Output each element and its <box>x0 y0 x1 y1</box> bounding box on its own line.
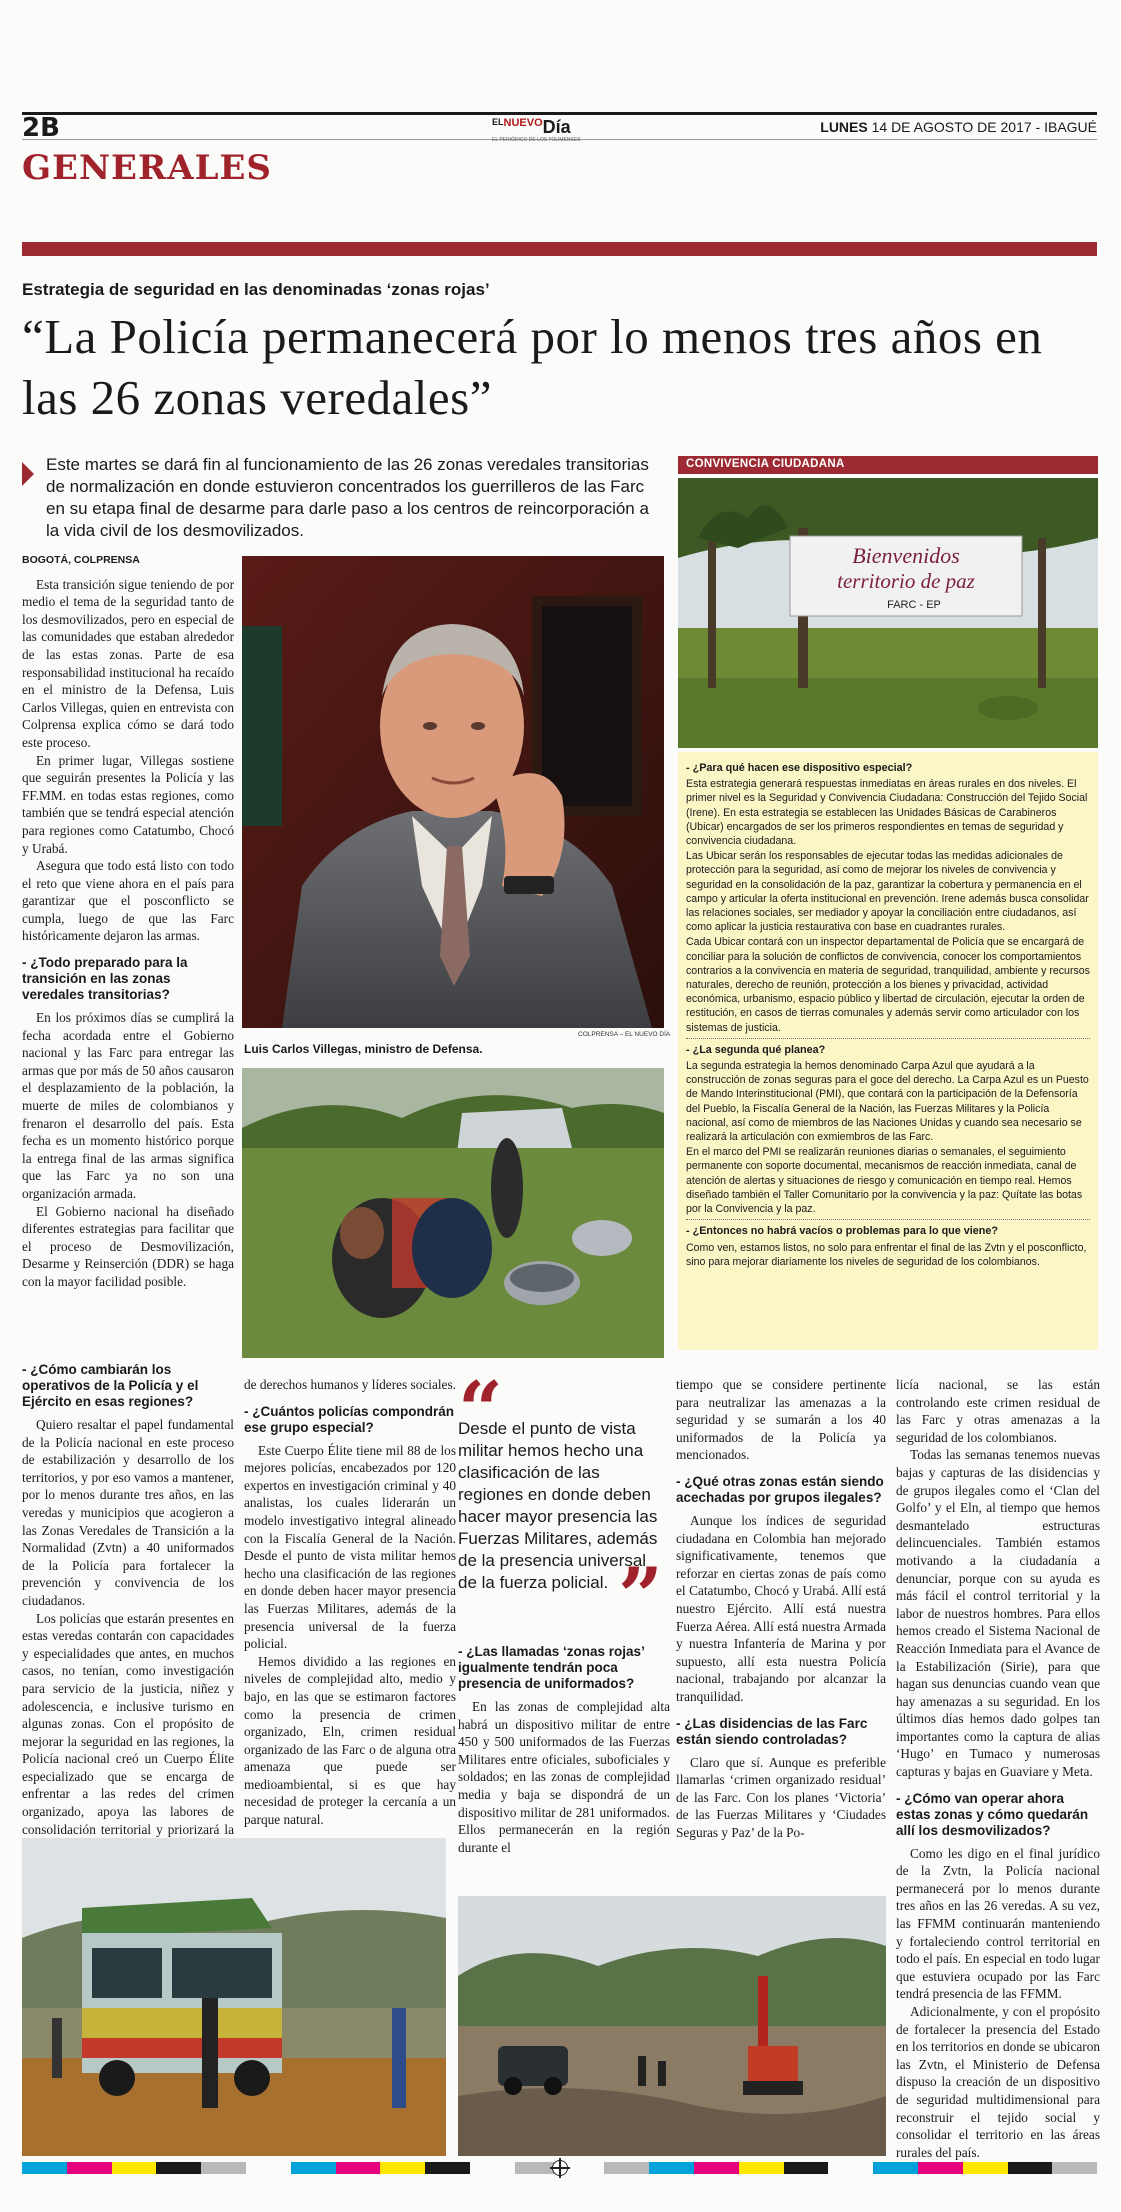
page-header <box>22 112 1097 143</box>
question: - ¿Cómo cambiarán los operativos de la Policía y el Ejército en esas regiones? <box>22 1362 199 1409</box>
sign-text-line3: FARC - EP <box>887 599 941 611</box>
sign-text-line2: territorio de paz <box>837 569 975 593</box>
question: - ¿Las disidencias de las Farc están siendo controladas? <box>676 1715 868 1747</box>
question: - ¿Todo preparado para la transición en las zonas veredales transitorias? <box>22 955 188 1003</box>
photo-credit: COLPRENSA – EL NUEVO DÍA <box>578 1031 671 1038</box>
sidebar-question: - ¿La segunda qué planea? <box>686 1038 1090 1057</box>
question: - ¿Qué otras zonas están siendo acechadas por grupos ilegales? <box>676 1473 884 1505</box>
article-kicker: Estrategia de seguridad en las denominadas ‘zonas rojas’ <box>22 280 490 299</box>
sidebar-question: - ¿Entonces no habrá vacíos o problemas para lo que viene? <box>686 1219 1090 1238</box>
page-number: 2B <box>22 113 60 143</box>
article-column-3 <box>458 1634 670 1892</box>
pull-quote: Desde el punto de vista militar hemos hecho una clasificación de las regiones en donde deben hacer mayor presencia las Fuerzas Militares, además de la presencia universal de la fuerza policial. <box>458 1419 658 1592</box>
paragraph: El Gobierno nacional ha diseñado diferentes estrategias para facilitar que el proceso de Desmovilización, Desarme y Reinserción (DDR) se haga con la mayor facilidad posible. <box>22 1203 234 1289</box>
byline: BOGOTÁ, COLPRENSA <box>22 554 140 566</box>
question: - ¿Cuántos policías compondrán ese grupo especial? <box>244 1403 455 1435</box>
paragraph: de derechos humanos y líderes sociales. <box>244 1377 456 1392</box>
sidebar-question: - ¿Para qué hacen ese dispositivo especial? <box>686 762 913 774</box>
paragraph: En las zonas de complejidad alta habrá un dispositivo militar de entre 450 y 500 uniformados de las Fuerzas Militares entre oficiales, suboficiales y soldados; en las zonas de complejidad media y baja se dispondrá de un dispositivo militar de 281 uniformados. Ellos permanecerán en la región durante el <box>458 1699 670 1855</box>
article-lede: Este martes se dará fin al funcionamiento de las 26 zonas veredales transitorias de normalización en donde estuvieron concentrados los guerrilleros de las Farc en su etapa final de desarme para darle paso a los centros de reincorporación a la vida civil de los desmovilizados. <box>46 455 649 540</box>
paragraph: Como les digo en el final jurídico de la Zvtn, la Policía nacional permanecerá por lo menos durante tres años en las 26 veredas. A su vez, las FFMM continuarán manteniendo y fortaleciendo control territorial en todo el país. En especial en todo lugar que estuviera ocupado por las Farc tendrá presencia de las FFMM. <box>896 1845 1100 2002</box>
masthead-logo: $^{ELNUEVO}$Día <box>492 117 571 137</box>
bus-photo <box>22 1838 446 2156</box>
paragraph: tiempo que se considere pertinente para neutralizar las amenazas a la seguridad y se sumarán a los 40 uniformados de la Policía ya mencionados. <box>676 1377 886 1463</box>
sign-text-line1: Bienvenidos <box>852 543 960 568</box>
paragraph: En los próximos días se cumplirá la fecha acordada entre el Gobierno nacional y las Farc para entregar las armas que por más de 50 años causaron el desplazamiento de la población, la muerte de miles de colombianos y frenaron el desarrollo del país. Esta fecha es un momento histórico porque la entrega final de las armas significa que las Farc ya no son una organización armada. <box>22 1010 234 1201</box>
peace-sign-photo <box>678 478 1098 748</box>
sidebar-box <box>678 752 1098 1350</box>
question: - ¿Cómo van operar ahora estas zonas y cómo quedarán allí los desmovilizados? <box>896 1790 1089 1838</box>
sidebar-paragraph: Cada Ubicar contará con un inspector departamental de Policía que se encargará de conciliar para la solución de conflictos de convivencia, conocer los comportamientos contrarios a la convivencia en materia de seguridad, tranquilidad, ambiente y recursos naturales, derecho de reunión, protección a los bienes y privacidad, actividad económica, urbanismo, espacio público y libertad de circulación, ejecutar la orden de restitución, en casos de tierras comunales y además servir como articulador con los sistemas de justicia. <box>686 936 1090 1034</box>
quote-close-icon: ” <box>618 1551 663 1642</box>
lede-arrow-icon <box>22 462 34 486</box>
article-column-1b <box>22 1352 234 1837</box>
article-column-4 <box>676 1376 886 1886</box>
sidebar-paragraph: Esta estrategia generará respuestas inmediatas en áreas rurales en dos niveles. El primer nivel es la Seguridad y Convivencia Ciudadana: Construcción del Tejido Social (Irene). En esta estrategia se establecen las Unidades Básicas de Carabineros (Ubicar) encargados de ser los primeros respondientes en temas de seguridad y convivencia ciudadana. <box>686 778 1088 848</box>
article-column-1 <box>22 552 234 1347</box>
paragraph: Claro que sí. Aunque es preferible llamarlas ‘crimen organizado residual’ de las Farc. Con los planes ‘Victoria’ de las Fuerzas Militares y ‘Ciudades Seguras y Paz’ de la Po- <box>676 1754 886 1840</box>
dateline: LUNES 14 DE AGOSTO DE 2017 - IBAGUÉ <box>820 119 1097 135</box>
paragraph: Asegura que todo está listo con todo el reto que viene ahora en el país para garantizar que el posconflicto se cumpla, luego de que las Farc históricamente dejaron las armas. <box>22 858 234 944</box>
construction-photo <box>458 1896 886 2156</box>
sidebar-paragraph: En el marco del PMI se realizarán reuniones diarias o semanales, el seguimiento permanente con soporte documental, mecanismos de reacción inmediata, canal de atención de alertas y situaciones de riesgo y comunicación en tiempo real. Hemos diseñado también el Taller Comunitario por la convivencia y la paz: Quítate las botas por la Convivencia y la paz. <box>686 1146 1083 1216</box>
article-column-5 <box>896 1376 1100 2191</box>
masthead-slogan: EL PERIÓDICO DE LOS TOLIMENSES <box>492 137 581 143</box>
paragraph: Esta transición sigue teniendo de por medio el tema de la seguridad tanto de los desmovilizados, pero en especial de las comunidades que estaban alrededor de las estas zonas. Parte de esa responsabilidad institucional ha recaído en el ministro de la Defensa, Luis Carlos Villegas, quien en entrevista con Colprensa explica cómo se dará todo este proceso. <box>22 576 234 750</box>
article-headline: “La Policía permanecerá por lo menos tres años en las 26 zonas veredales” <box>22 309 1043 425</box>
minister-photo <box>242 556 664 1028</box>
section-title: GENERALES <box>22 148 272 188</box>
paragraph: Aunque los índices de seguridad ciudadana en Colombia han mejorado significativamente, tenemos que reforzar en ciertas zonas de país como el Catatumbo, Chocó y Urabá. Allí está nuestro Ejército. Allí está nuestra Fuerza Aérea. Allí está nuestra Armada y nuestra Infantería de Marina y por supuesto, allí esta nuestra Policía nacional, trabajando por alcanzar la tranquilidad. <box>676 1512 886 1704</box>
camp-photo <box>242 1068 664 1358</box>
section-divider <box>22 242 1097 256</box>
article-column-2 <box>244 1376 456 1834</box>
sidebar-paragraph: Las Ubicar serán los responsables de ejecutar todas las medidas adicionales de protección para la seguridad, así como de mejorar los niveles de convivencia y seguridad en la consolidación de la paz, garantizar la cobertura y permanencia en el campo y articular la oferta institucional en prevención. Irene además busca consolidar las relaciones sociales, ser mediador y apoyar la conciliación entre ciudadanos, así como aplicar la justicia restaurativa con base en cuadrantes rurales. <box>686 850 1089 934</box>
quote-open-icon: “ <box>458 1365 503 1456</box>
paragraph: Quiero resaltar el papel fundamental de la Policía nacional en este proceso de estabilización y desarrollo de los territorios, y por eso vamos a mantener, por lo menos durante tres años, en las veredas y municipios que acogieron a las Zonas Veredales de Transición a la Normalidad (Zvtn) a 40 uniformados de la Policía para fortalecer la prevención y convivencia de los ciudadanos. <box>22 1417 234 1608</box>
sidebar-paragraph: Como ven, estamos listos, no solo para enfrentar el final de las Zvtn y el posconflicto, sino para mejorar diariamente los niveles de seguridad de los colombianos. <box>686 1241 1087 1268</box>
paragraph: Hemos dividido a las regiones en niveles de complejidad alto, medio y bajo, en las que se estimaron factores como la presencia de crimen organizado, Eln, crimen residual organizado de las Farc o de alguna otra amenaza que puede ser medioambiental, si es que hay necesidad de proteger la cercanía a un parque natural. <box>244 1653 456 1828</box>
photo-caption: Luis Carlos Villegas, ministro de Defensa. <box>244 1042 483 1056</box>
registration-mark-icon <box>552 2160 568 2176</box>
paragraph: Este Cuerpo Élite tiene mil 88 de los mejores policías, encabezados por 120 expertos en investigación criminal y 40 analistas, los cuales liderarán un modelo investigativo integral alineado con la Fiscalía General de la Nación. Desde el punto de vista militar hemos hecho una clasificación de las regiones en donde deben hacer mayor presencia las Fuerzas Militares, además de la presencia universal de la fuerza policial. <box>244 1442 456 1652</box>
question: - ¿Las llamadas ‘zonas rojas’ igualmente tendrán poca presencia de uniformados? <box>458 1644 645 1691</box>
sidebar-paragraph: La segunda estrategia la hemos denominado Carpa Azul que ayudará a la construcción de zonas seguras para el goce del derecho. La Carpa Azul es un Puesto de Mando Interinstitucional (PMI), que contará con la participación de la Defensoría del Pueblo, la Fiscalía General de la Nación, las Fuerzas Militares y la Policía nacional, así como de miembros de las Naciones Unidas y cuando sea necesario se realizará la articulación con exmiembros de las Farc. <box>686 1060 1089 1144</box>
paragraph: Adicionalmente, y con el propósito de fortalecer la presencia del Estado en los territorios en donde se ubicaron las Zvtn, el Ministerio de Defensa dispuso la creación de un dispositivo de seguridad multidimensional para reconstruir el tejido social y consolidar el territorio en las áreas rurales del país. <box>896 2004 1100 2160</box>
sidebar-title: CONVIVENCIA CIUDADANA <box>678 456 1098 474</box>
paragraph: En primer lugar, Villegas sostiene que seguirán presentes la Policía y las FF.MM. en todas estas regiones, como también que se tendrá especial atención para regiones como Catatumbo, Chocó y Urabá. <box>22 752 234 856</box>
paragraph: licía nacional, se las están controlando este crimen residual de las Farc y otras amenazas a la seguridad de los colombianos. <box>896 1377 1100 1445</box>
paragraph: Todas las semanas tenemos nuevas bajas y capturas de las disidencias y de grupos ilegales como el ‘Clan del Golfo’ y el Eln, al tiempo que hemos desmantelado estructuras delincuenciales. También estamos motivando a la ciudadanía a denunciar, porque con su ayuda es más fácil el control territorial y la labor de nuestros hombres. Para ellos hemos creado el Sistema Nacional de Reacción Inmediata para el Avance de la Estabilización (Sirie), para que hagan sus denuncias cuando vean que hay amenazas a su seguridad. En los últimos días hemos dado golpes tan importantes como la captura de alias ‘Hugo’ en Tumaco y numerosas capturas y bajas en Guaviare y Meta. <box>896 1447 1100 1780</box>
paragraph: Los policías que estarán presentes en estas veredas contarán con capacidades y especialidades que antes, en muchos casos, no tenían, como investigación para servicio de la justicia, niñez y adolescencia, e inclusive turismo en algunas zonas. Con el propósito de mejorar la seguridad en las regiones, la Policía nacional creó un Cuerpo Élite especializado que se encarga de enfrentar a las redes del crimen organizado, apoya las labores de consolidación territorial y priorizará la <box>22 1610 234 1837</box>
